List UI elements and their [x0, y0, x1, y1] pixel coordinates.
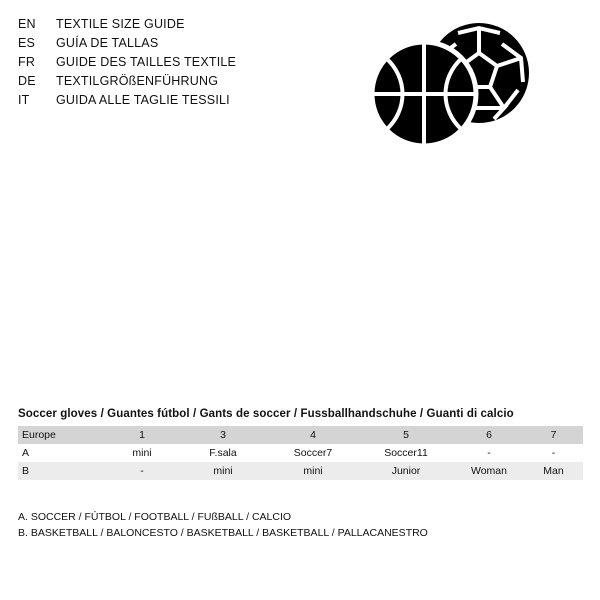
legend-language-code: ES [18, 36, 36, 50]
size-table-block [18, 408, 583, 480]
table-header-cell: 7 [524, 426, 583, 444]
footnote-a: A. SOCCER / FÚTBOL / FOOTBALL / FUßBALL / CALCIO [18, 511, 292, 523]
legend-row-es [18, 34, 348, 53]
table-cell: Junior [358, 462, 454, 480]
legend-row-en [18, 15, 348, 34]
legend-language-text: GUIDE DES TAILLES TEXTILE [56, 55, 237, 69]
table-row [18, 444, 583, 462]
legend-language-code: EN [18, 17, 36, 31]
legend-language-code: FR [18, 55, 36, 69]
footnotes [18, 509, 578, 541]
table-cell: - [106, 462, 178, 480]
table-cell: F.sala [178, 444, 268, 462]
table-row-label: B [18, 462, 106, 480]
table-cell: Soccer11 [358, 444, 454, 462]
table-cell: Man [524, 462, 583, 480]
table-cell: Soccer7 [268, 444, 358, 462]
legend-row-it [18, 91, 348, 110]
language-legend [18, 15, 348, 110]
table-header-cell: 5 [358, 426, 454, 444]
legend-language-text: GUIDA ALLE TAGLIE TESSILI [56, 93, 230, 107]
balls-illustration [352, 20, 552, 170]
table-header-cell: Europe [18, 426, 106, 444]
table-header-cell: 6 [454, 426, 524, 444]
legend-language-text: TEXTILGRÖßENFÜHRUNG [56, 74, 219, 88]
table-cell: mini [178, 462, 268, 480]
table-row [18, 462, 583, 480]
legend-row-fr [18, 53, 348, 72]
table-header-row [18, 426, 583, 444]
legend-language-text: TEXTILE SIZE GUIDE [56, 17, 185, 31]
table-header-cell: 1 [106, 426, 178, 444]
table-cell: Woman [454, 462, 524, 480]
table-header-cell: 4 [268, 426, 358, 444]
table-cell: mini [106, 444, 178, 462]
footnote-b: B. BASKETBALL / BALONCESTO / BASKETBALL / BASKETBALL / PALLACANESTRO [18, 527, 428, 539]
table-cell: - [524, 444, 583, 462]
legend-language-code: DE [18, 74, 36, 88]
legend-language-text: GUÍA DE TALLAS [56, 36, 159, 50]
legend-row-de [18, 72, 348, 91]
table-row-label: A [18, 444, 106, 462]
table-cell: mini [268, 462, 358, 480]
size-table [18, 426, 583, 480]
table-title: Soccer gloves / Guantes fútbol / Gants de soccer / Fussballhandschuhe / Guanti di calcio [18, 408, 514, 420]
legend-language-code: IT [18, 93, 30, 107]
table-header-cell: 3 [178, 426, 268, 444]
table-cell: - [454, 444, 524, 462]
basketball-icon [372, 42, 476, 146]
